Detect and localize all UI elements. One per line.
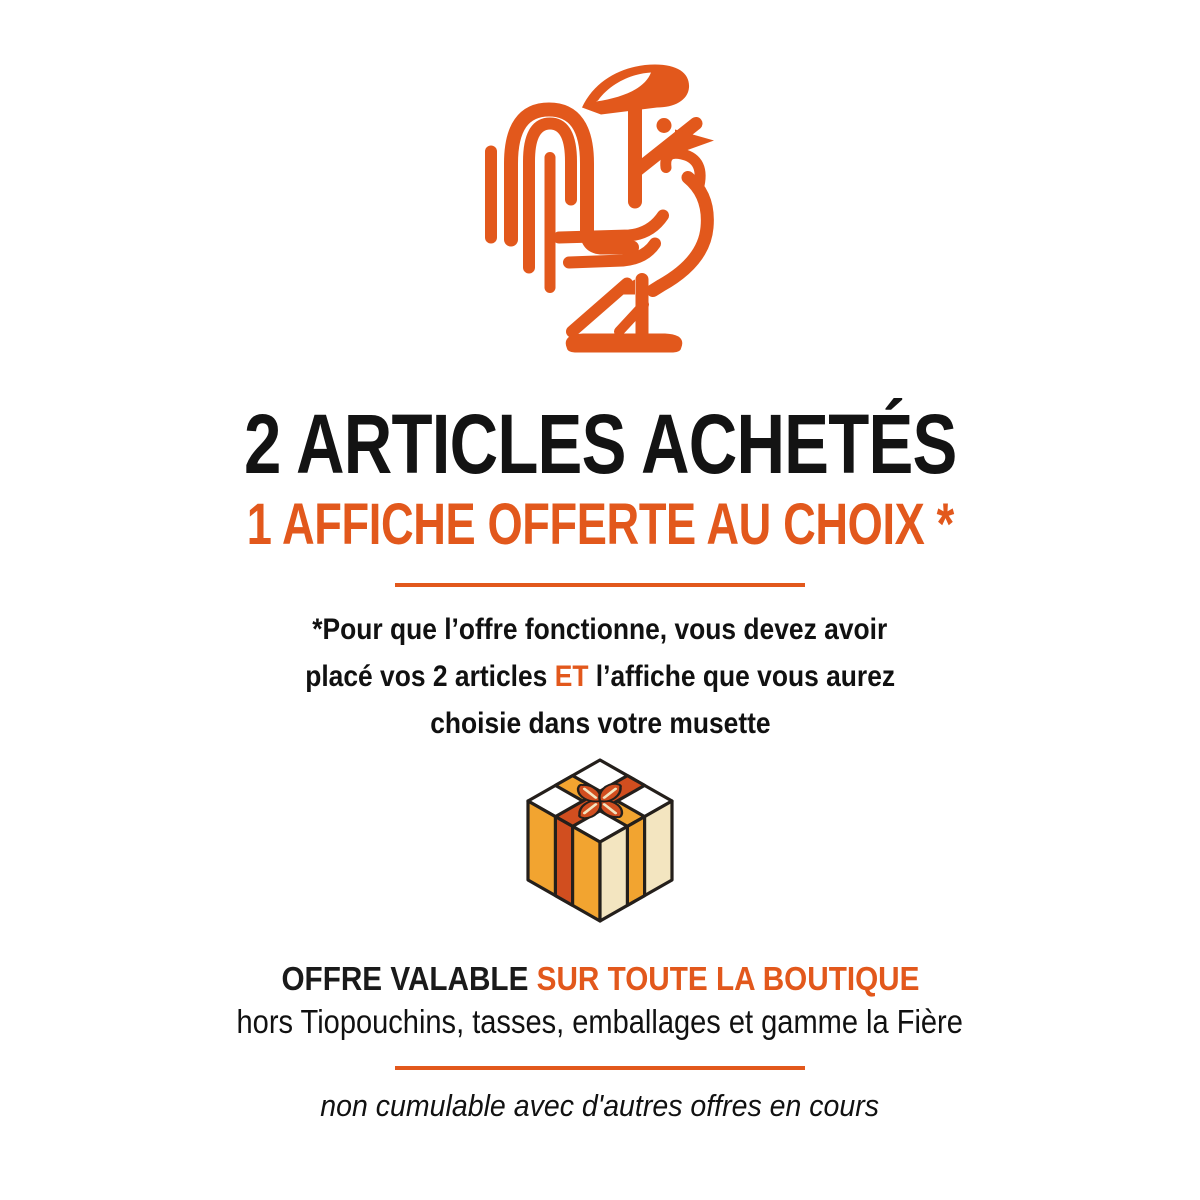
terms-line-2-after: l’affiche que vous aurez [588,660,895,693]
headline-secondary [0,492,1200,557]
terms-line-2 [0,653,1200,700]
headline-secondary-text: 1 AFFICHE OFFERTE AU CHOIX * [246,492,954,557]
validity-line [0,960,1200,998]
divider-bottom [395,1066,805,1070]
exclusions-line: hors Tiopouchins, tasses, emballages et gamme la Fière [236,1003,964,1040]
terms-line-2-before: placé vos 2 articles [305,660,555,693]
headline-primary-text: 2 ARTICLES ACHETÉS [243,397,957,491]
headline-primary [0,397,1200,491]
terms-line-1: *Pour que l’offre fonctionne, vous devez avoir [312,613,888,646]
terms-line-3: choisie dans votre musette [429,707,771,740]
terms-et-highlight: ET [554,660,589,693]
footnote-line: non cumulable avec d'autres offres en cours [320,1088,880,1123]
gift-box-icon [524,756,676,924]
rooster-icon [483,56,715,351]
divider-top [395,583,805,587]
validity-highlight: SUR TOUTE LA BOUTIQUE [536,960,919,997]
validity-prefix: OFFRE VALABLE [280,960,537,997]
terms-paragraph [0,606,1200,747]
